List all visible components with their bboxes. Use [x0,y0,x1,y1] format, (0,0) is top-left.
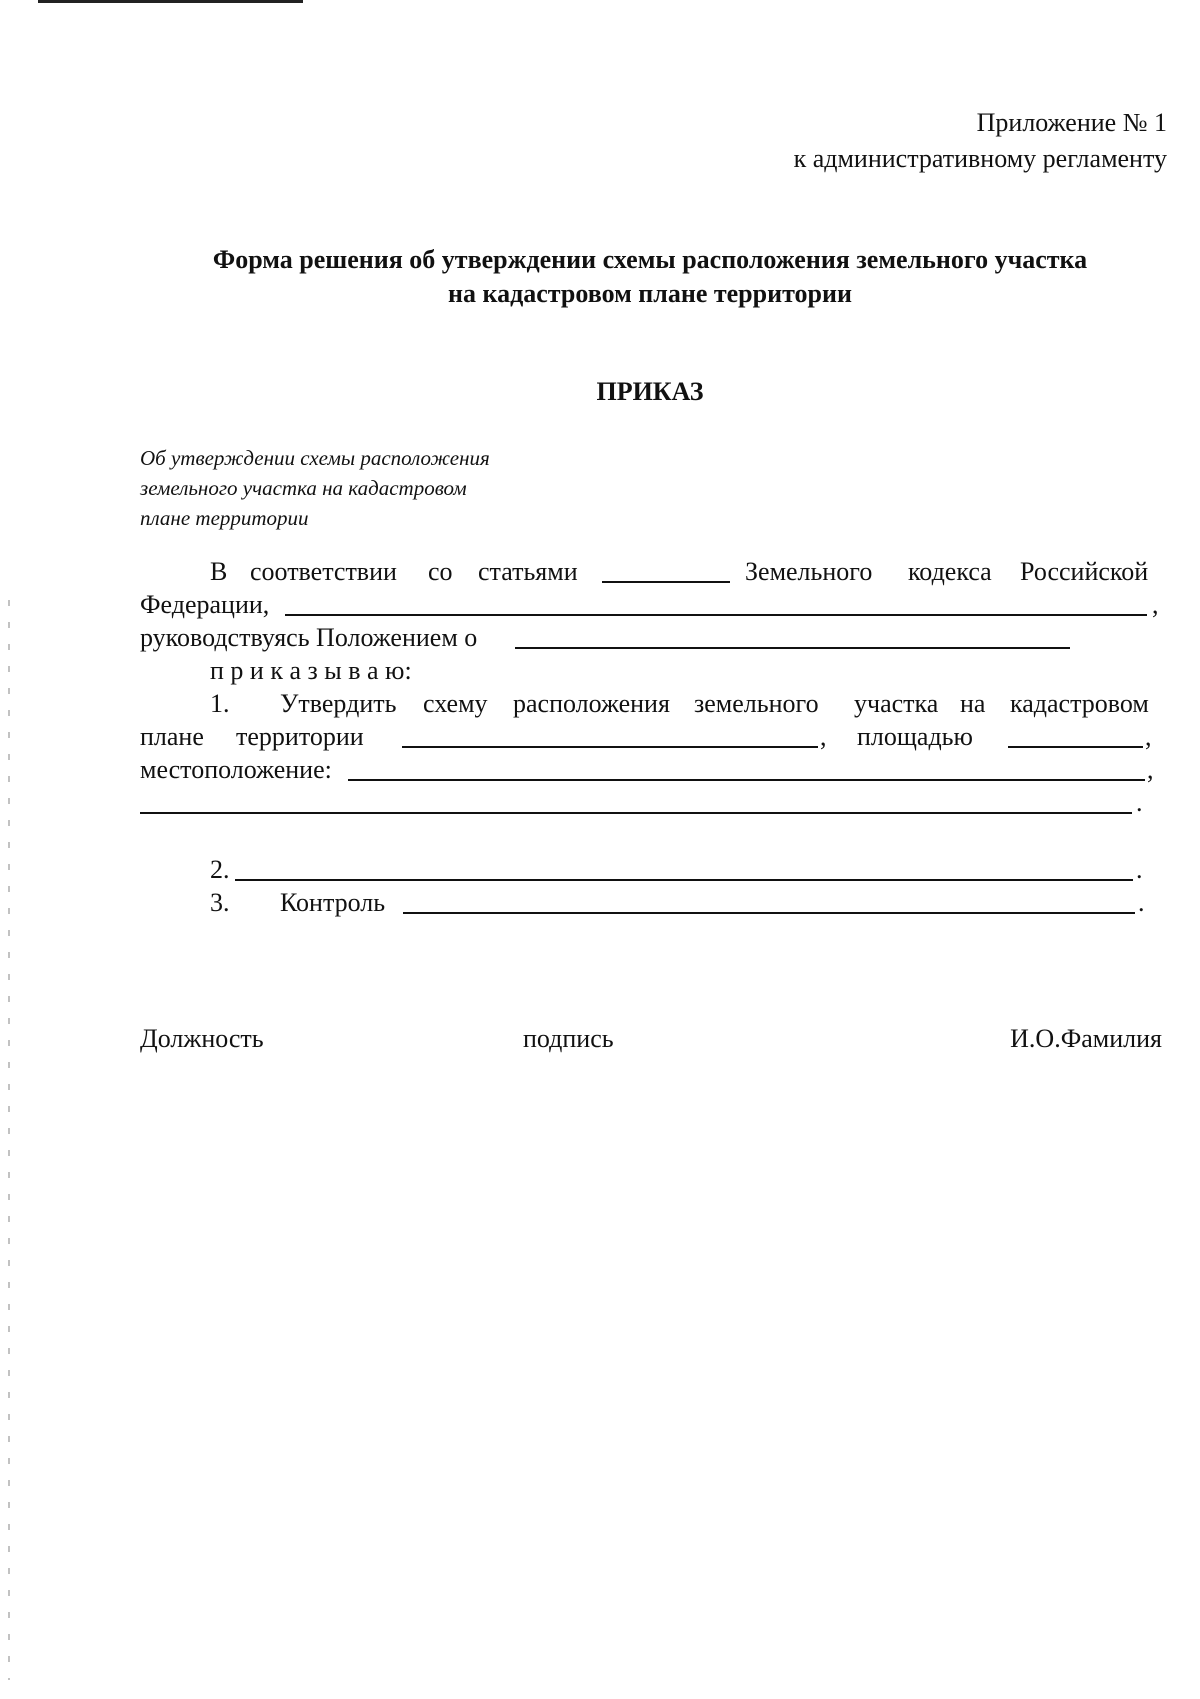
body-row-location-cont [140,788,1162,818]
item-number: 1. [210,689,230,718]
order-word: п р и к а з ы в а ю: [210,656,412,685]
comma: , [1152,590,1159,619]
word: территории [236,722,364,751]
body-row-location [140,755,1162,785]
word: Российской [1020,557,1149,586]
signature-block [140,1022,1162,1056]
period: . [1138,888,1145,917]
federation-text: Федерации, [140,590,270,619]
body-row-plane [140,722,1162,752]
order-subject [140,443,570,533]
word: В [210,557,228,586]
location-label: местоположение: [140,755,332,784]
federation-blank[interactable] [285,614,1147,616]
form-heading-line-1: Форма решения об утверждении схемы расположения земельного участка [212,245,1088,274]
body-row-regulation [140,623,1162,653]
control-blank[interactable] [403,912,1135,914]
position-label: Должность [140,1024,264,1053]
word: кадастровом [1010,689,1149,718]
location-blank[interactable] [348,779,1145,781]
order-subject-line-2: земельного участка на кадастровом [140,476,467,500]
scan-artifact-line [38,0,303,3]
control-text: Контроль [280,888,386,917]
word: соответствии [250,557,397,586]
word: земельного [694,689,819,718]
area-blank[interactable] [1008,746,1143,748]
word: статьями [478,557,578,586]
item-number: 2. [210,855,230,884]
word: Земельного [745,557,873,586]
body-row-item3 [140,888,1162,918]
regulation-blank[interactable] [515,647,1070,649]
appendix-reference: к административному регламенту [793,144,1167,173]
articles-blank[interactable] [602,581,730,583]
signature-label: подпись [523,1024,614,1053]
word: плане [140,722,204,751]
period: . [1136,788,1143,817]
comma: , [1145,722,1152,751]
body-row-federation [140,590,1162,620]
order-subject-line-1: Об утверждении схемы расположения [140,446,490,470]
full-name-label: И.О.Фамилия [1010,1024,1162,1053]
form-heading-line-2: на кадастровом плане территории [448,279,852,308]
order-subject-line-3: плане территории [140,506,309,530]
word: кодекса [908,557,992,586]
body-row-item1 [140,689,1162,719]
body-row-order-word [140,656,1162,686]
scan-edge-artifact [8,600,10,1680]
territory-blank[interactable] [402,746,818,748]
guided-text: руководствуясь Положением о [140,623,478,652]
word: площадью [857,722,973,751]
comma: , [1147,755,1154,784]
order-title: ПРИКАЗ [596,377,704,406]
word: участка [854,689,939,718]
appendix-number: Приложение № 1 [976,108,1167,137]
location-blank-continued[interactable] [140,812,1132,814]
comma: , [820,722,827,751]
item-number: 3. [210,888,230,917]
body-row-articles [140,557,1162,587]
body-row-item2 [140,855,1162,885]
word: со [428,557,453,586]
period: . [1136,855,1143,884]
form-heading [140,243,1160,311]
item2-blank[interactable] [235,879,1133,881]
word: расположения [513,689,670,718]
word: схему [423,689,488,718]
word: на [960,689,986,718]
appendix-note [794,105,1167,177]
word: Утвердить [280,689,397,718]
